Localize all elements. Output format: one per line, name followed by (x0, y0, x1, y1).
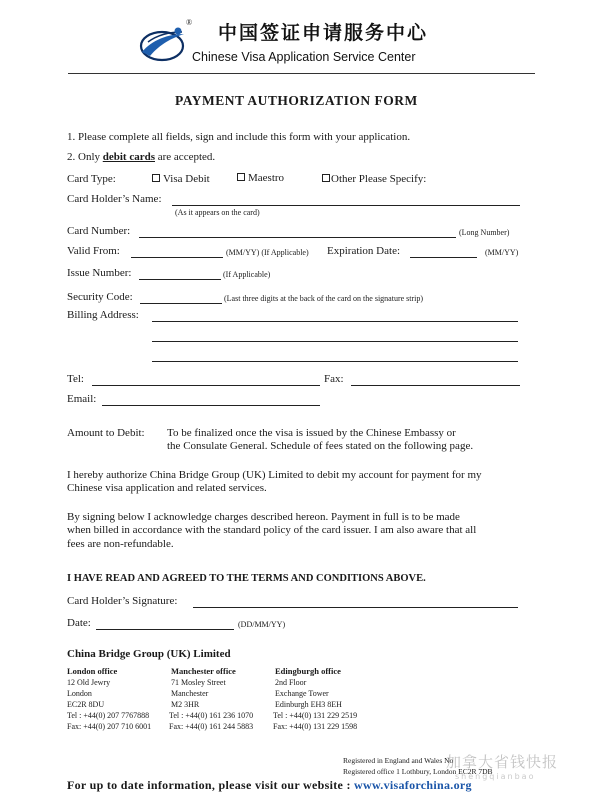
fax-field[interactable] (351, 385, 520, 386)
office-london-tel: Tel : +44(0) 207 7767888 (67, 711, 150, 720)
amount-label: Amount to Debit: (67, 427, 145, 439)
card-number-field[interactable] (139, 237, 456, 238)
fax-label: Fax: (324, 373, 344, 385)
instruction-2-prefix: 2. Only (67, 151, 103, 163)
authorize-line-2: Chinese visa application and related services. (67, 482, 267, 494)
security-code-hint: (Last three digits at the back of the card on the signature strip) (224, 294, 424, 303)
instruction-2-suffix: are accepted. (155, 151, 216, 163)
acknowledge-line-3: fees are non-refundable. (67, 538, 174, 550)
email-field[interactable] (102, 405, 320, 406)
office-manchester-fax: Fax: +44(0) 161 244 5883 (169, 722, 254, 731)
office-manchester-line: Manchester (171, 689, 209, 698)
company-name: China Bridge Group (UK) Limited (67, 648, 231, 660)
header-title-cn: 中国签证申请服务中心 (218, 22, 429, 44)
maestro-label: Maestro (248, 172, 285, 184)
expiration-hint: (MM/YY) (485, 248, 519, 257)
card-type-other[interactable] (322, 173, 426, 185)
footer-text: For up to date information, please visit our website : (67, 778, 355, 792)
office-london-line: EC2R 8DU (67, 700, 105, 709)
issue-number-hint: (If Applicable) (223, 270, 271, 279)
signature-field[interactable] (193, 607, 518, 608)
billing-address-label: Billing Address: (67, 309, 139, 321)
office-manchester (169, 666, 253, 732)
billing-address-line-2[interactable] (152, 341, 518, 342)
visa-center-logo-icon (138, 22, 190, 64)
office-edinburgh-fax: Fax: +44(0) 131 229 1598 (273, 722, 358, 731)
office-manchester-tel: Tel : +44(0) 161 236 1070 (169, 711, 254, 720)
other-checkbox[interactable] (322, 174, 330, 182)
billing-address-line-1[interactable] (152, 321, 518, 322)
registered-line-1: Registered in England and Wales No (343, 756, 454, 765)
office-edinburgh-line: 2nd Floor (275, 678, 307, 687)
card-number-hint: (Long Number) (459, 228, 510, 237)
footer (67, 778, 472, 793)
header-title-en: Chinese Visa Application Service Center (192, 50, 416, 64)
signature-label: Card Holder’s Signature: (67, 595, 178, 607)
issue-number-field[interactable] (139, 279, 221, 280)
office-edinburgh-line: Edinburgh EH3 8EH (275, 700, 342, 709)
tel-label: Tel: (67, 373, 84, 385)
acknowledge-line-1: By signing below I acknowledge charges described hereon. Payment in full is to be made (67, 511, 460, 523)
card-type-label: Card Type: (67, 173, 116, 185)
office-edinburgh-name: Edingburgh office (275, 666, 341, 676)
amount-text-line-2: the Consulate General. Schedule of fees stated on the following page. (167, 440, 474, 452)
tel-field[interactable] (92, 385, 320, 386)
office-london-line: 12 Old Jewry (67, 678, 111, 687)
watermark-text: 加拿大省钱快报 (446, 753, 559, 771)
office-london (67, 666, 151, 732)
email-label: Email: (67, 393, 97, 405)
form-title: PAYMENT AUTHORIZATION FORM (175, 93, 418, 108)
holder-name-hint: (As it appears on the card) (175, 208, 260, 217)
footer-website-link[interactable]: www.visaforchina.org (354, 778, 472, 792)
watermark-url: shengqianbao (455, 772, 536, 781)
expiration-label: Expiration Date: (327, 245, 401, 257)
instruction-1: 1. Please complete all fields, sign and include this form with your application. (67, 131, 411, 143)
instruction-2 (67, 151, 215, 163)
holder-name-label: Card Holder’s Name: (67, 193, 162, 205)
valid-from-field[interactable] (131, 257, 223, 258)
issue-number-label: Issue Number: (67, 267, 132, 279)
maestro-checkbox[interactable] (237, 173, 245, 181)
office-manchester-line: M2 3HR (171, 700, 200, 709)
card-type-maestro[interactable] (237, 172, 284, 184)
agreed-statement: I HAVE READ AND AGREED TO THE TERMS AND CONDITIONS ABOVE. (67, 573, 426, 584)
authorize-line-1: I hereby authorize China Bridge Group (UK) Limited to debit my account for payment for my (67, 469, 482, 481)
valid-from-label: Valid From: (67, 245, 120, 257)
date-hint: (DD/MM/YY) (238, 620, 286, 629)
office-edinburgh (273, 666, 357, 732)
header-divider (68, 73, 535, 74)
visa-debit-label: Visa Debit (163, 173, 210, 185)
office-manchester-line: 71 Mosley Street (171, 678, 226, 687)
date-field[interactable] (96, 629, 234, 630)
office-edinburgh-tel: Tel : +44(0) 131 229 2519 (273, 711, 358, 720)
security-code-field[interactable] (140, 303, 222, 304)
instruction-2-emphasis: debit cards (102, 151, 155, 163)
registered-line-2: Registered office 1 Lothbury, London EC2R 7DB (343, 767, 493, 776)
expiration-field[interactable] (410, 257, 477, 258)
office-london-name: London office (67, 666, 118, 676)
amount-text-line-1: To be finalized once the visa is issued by the Chinese Embassy or (167, 427, 456, 439)
holder-name-field[interactable] (172, 205, 520, 206)
acknowledge-line-2: when billed in accordance with the standard policy of the card issuer. I am also aware that all (67, 524, 477, 536)
office-manchester-name: Manchester office (171, 666, 236, 676)
office-london-fax: Fax: +44(0) 207 710 6001 (67, 722, 152, 731)
office-edinburgh-line: Exchange Tower (275, 689, 329, 698)
security-code-label: Security Code: (67, 291, 133, 303)
office-london-line: London (67, 689, 92, 698)
visa-debit-checkbox[interactable] (152, 174, 160, 182)
card-type-visa-debit[interactable] (152, 173, 210, 185)
card-number-label: Card Number: (67, 225, 131, 237)
valid-from-hint: (MM/YY) (If Applicable) (226, 248, 309, 257)
billing-address-line-3[interactable] (152, 361, 518, 362)
registered-mark: ® (186, 18, 193, 27)
date-label: Date: (67, 617, 91, 629)
other-label: Other Please Specify: (331, 173, 427, 185)
